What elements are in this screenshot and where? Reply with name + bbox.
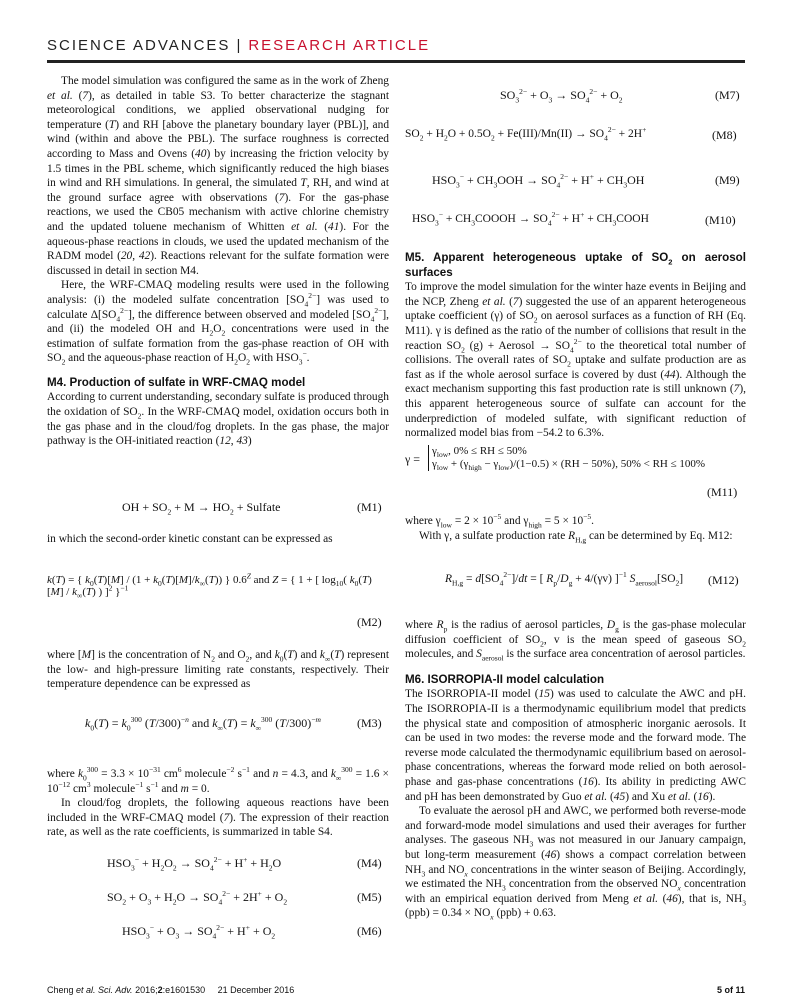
equation-m11-case-2: $\gamma_{low} + (\gamma_{high} - \gamma_{low})/(1-0.5) \times (RH - 50\%)$, 50% < RH ≤ 100%	[432, 458, 706, 473]
paragraph: in which the second-order kinetic constant can be expressed as	[47, 533, 333, 545]
left-column-text-b	[47, 767, 389, 840]
header-separator: |	[236, 37, 243, 54]
equation-m4: $HSO_3^- + H_2O_2 \to SO_4^{2-} + H^+ + H_2O$	[107, 855, 282, 873]
paragraph: The model simulation was configured the same as in the work of Zheng et al. (7), as detailed in table S3. To better characterize the stagnant meteorological conditions, we applied observational nudging for temperature (T) and RH [above the planetary boundary layer (PBL)], and wind (within and above the PBL). The surface roughness is corrected according to Mass and Ovens (40) by increasing the friction velocity by 1.5 times in the PBL scheme, which significantly reduced the high biases in wind and RH simulations. In general, the simulated T, RH, and wind at the ground surface agree with observations (7). For the gas-phase reactions, we used the CB05 mechanism with active chlorine chemistry and the updated toluene mechanism of Whitten et al. (41). For the aqueous-phase reactions in clouds, we used the updated mechanism of the RADM model (20, 42). Reactions relevant for the sulfate formation were discussed in detail in section M4.	[47, 75, 390, 277]
right-column-text-b	[405, 514, 746, 543]
header-rule	[47, 60, 745, 63]
equation-m9: $HSO_3^- + CH_3OOH \to SO_4^{2-} + H^+ + CH_3OH$	[432, 172, 645, 190]
equation-m6: $HSO_3^- + O_3 \to SO_4^{2-} + H^+ + O_2$	[122, 923, 276, 941]
equation-m11-case-1: $\gamma_{low}$, 0% ≤ RH ≤ 50%	[432, 445, 527, 460]
equation-m1: OH + $SO_2 + M \to HO_2$ + Sulfate	[122, 500, 281, 517]
equation-label: (M1)	[357, 500, 382, 514]
equation-m7: $SO_3^{2-} + O_3 \to SO_4^{2-} + O_2$	[500, 87, 623, 105]
equation-label: (M10)	[705, 213, 736, 227]
page-number: 5 of 11	[716, 985, 745, 995]
journal-name: SCIENCE ADVANCES	[47, 37, 231, 54]
paragraph: With γ, a sulfate production rate $R_{H,g}$ can be determined by Eq. M12:	[419, 529, 733, 544]
paragraph: The ISORROPIA-II model (15) was used to calculate the AWC and pH. The ISORROPIA-II is a thermodynamic equilibrium model that predicts the physical state and composition of atmospheric inorganic aerosols. It can be used in two modes: the reverse mode and the forward mode. The reverse mode calculated the thermodynamic equilibrium based on aerosol-phase concentrations, whereas the forward mode relied on both aerosol-phase and gas-phase concentrations (16). Its ability in predicting AWC and pH has been demonstrated by Guo et al. (45) and Xu et al. (16).	[405, 688, 746, 803]
right-column-text-a	[405, 251, 746, 441]
paragraph: where $R_p$ is the radius of aerosol particles, $D_g$ is the gas-phase molecular diffusion coefficient of $SO_2$, v is the mean speed of gaseous $SO_2$ molecules, and $S_{aerosol}$ is the surface area concentration of aerosol particles.	[405, 619, 746, 663]
equation-label: (M12)	[708, 573, 739, 587]
equation-m10: $HSO_3^-$ + $CH_3COOOH \to SO_4^{2-} + H^+$ + $CH_3COOH$	[412, 210, 649, 228]
equation-m11	[428, 445, 705, 471]
equation-label: (M11)	[707, 485, 738, 499]
paragraph: To evaluate the aerosol pH and AWC, we performed both reverse-mode and forward-mode model simulations and used their averages for further analyses. The gaseous $NH_3$ was not measured in our January campaign, but long-term measurement (46) shows a compact correlation between $NH_3$ and $NO_x$ concentrations in the winter season of Beijing. Accordingly, we estimated the $NH_3$ concentration from the observed $NO_x$ concentration with an empirical equation derived from Meng et al. (46), that is, $NH_3$ $(ppb) = 0.34 \times NO_x$ (ppb) + 0.63.	[405, 805, 747, 922]
footer-citation: Cheng et al. Sci. Adv. 2016;2:e1601530 21 December 2016	[47, 985, 295, 995]
paragraph: In cloud/fog droplets, the following aqueous reactions have been included in the WRF-CMAQ model (7). The expression of their reaction rate, as well as the rate coefficients, is summarized in table S4.	[47, 797, 390, 839]
paragraph: To improve the model simulation for the winter haze events in Beijing and the NCP, Zheng et al. (7) suggested the use of an apparent heterogeneous uptake coefficient (γ) of $SO_2$ on aerosol surfaces as a function of RH (Eq. M11). γ is defined as the ratio of the number of collisions that result in the reaction $SO_2$ (g) + Aerosol → $SO_4^{2-}$ to the theoretical total number of collisions. The overall rates of $SO_2$ uptake and sulfate production are as fast as if the whole aerosol surface is covered by dust (44). Although the exact mechanism supporting this fast production rate is still unknown (7), this apparent heterogeneous source of sulfate can account for the underprediction of modeled sulfate, with significant reduction of normalized model bias from −54.2 to 6.3%.	[405, 281, 747, 440]
paragraph: According to current understanding, secondary sulfate is produced through the oxidation of $SO_2$. In the WRF-CMAQ model, oxidation occurs both in the gas phase and in the cloud/fog droplets. In the gas phase, the major pathway is the OH-initiated reaction (12, 43)	[47, 391, 389, 448]
equation-label: (M9)	[715, 173, 740, 187]
equation-label: (M6)	[357, 924, 382, 938]
equation-m3: $k_0(T) = k_0^{300}$ $(T/300)^{-n}$ and $k_\infty(T) = k_\infty^{300}$ $(T/300)^{-m}$	[85, 715, 321, 733]
section-heading-m6: M6. ISORROPIA-II model calculation	[405, 672, 605, 686]
equation-m12: $R_{H,g} = d[SO_4^{2-}]/dt$ = [ $R_p/D_g + 4/(\gamma v)$ ]$^{-1}$ $S_{aerosol}[SO_2]$	[445, 570, 684, 588]
paragraph: Here, the WRF-CMAQ modeling results were used in the following analysis: (i) the modeled sulfate concentration $[SO_4^{2-}]$ was used to calculate $\Delta[SO_4^{2-}]$, the difference between observed and modeled $[SO_4^{2-}]$, and (ii) the modeled OH and $H_2O_2$ concentrations were used in the estimation of sulfate formation from the gas-phase reaction of OH with $SO_2$ and the aqueous-phase reaction of $H_2O_2$ with $HSO_3^-$.	[47, 279, 389, 367]
right-column-text-c	[405, 618, 746, 921]
equation-label: (M2)	[357, 615, 382, 629]
equation-m11-lhs: γ =	[405, 452, 421, 466]
equation-m5: $SO_2 + O_3 + H_2O \to SO_4^{2-} + 2H^+ + O_2$	[107, 889, 288, 907]
equation-m2: k(T) = { $k_0(T)[M] / (1 + k_0(T)[M]/k_\infty(T))$ } $0.6^Z$ and Z = { 1 + [ $\log_{10}$( $k_0(T)[M] / k_\infty(T)$ ) ]$^2$ }$^{-1}$	[47, 571, 372, 601]
paragraph: where $\gamma_{low} = 2 \times 10^{-5}$ and $\gamma_{high} = 5 \times 10^{-5}$.	[405, 512, 594, 530]
equation-m8: $SO_2 + H_2O + 0.5O_2 + Fe(III)/Mn(II) \to SO_4^{2-} + 2H^+$	[405, 125, 647, 143]
equation-label: (M4)	[357, 856, 382, 870]
equation-label: (M5)	[357, 890, 382, 904]
equation-label: (M7)	[715, 88, 740, 102]
section-heading-m5: M5. Apparent heterogeneous uptake of $SO_2$ on aerosol surfaces	[405, 251, 746, 279]
equation-label: (M3)	[357, 716, 382, 730]
paragraph: where [M] is the concentration of $N_2$ and $O_2$, and $k_0(T)$ and $k_\infty(T)$ represent the low- and high-pressure limiting rate constants, respectively. Their temperature dependence can be expressed as	[47, 649, 390, 691]
section-heading-m4: M4. Production of sulfate in WRF-CMAQ model	[47, 375, 306, 389]
equation-label: (M8)	[712, 128, 737, 142]
article-type: RESEARCH ARTICLE	[248, 37, 431, 54]
left-column-text-a	[47, 74, 389, 449]
running-header	[47, 37, 430, 54]
paragraph: where $k_0^{300} = 3.3 \times 10^{-31}$ $cm^6$ molecule$^{-2}$ $s^{-1}$ and n = 4.3, and $k_\infty^{300} = 1.6 \times 10^{-12}$ $cm^3$ molecule$^{-1}$ $s^{-1}$ and m = 0.	[47, 765, 389, 795]
